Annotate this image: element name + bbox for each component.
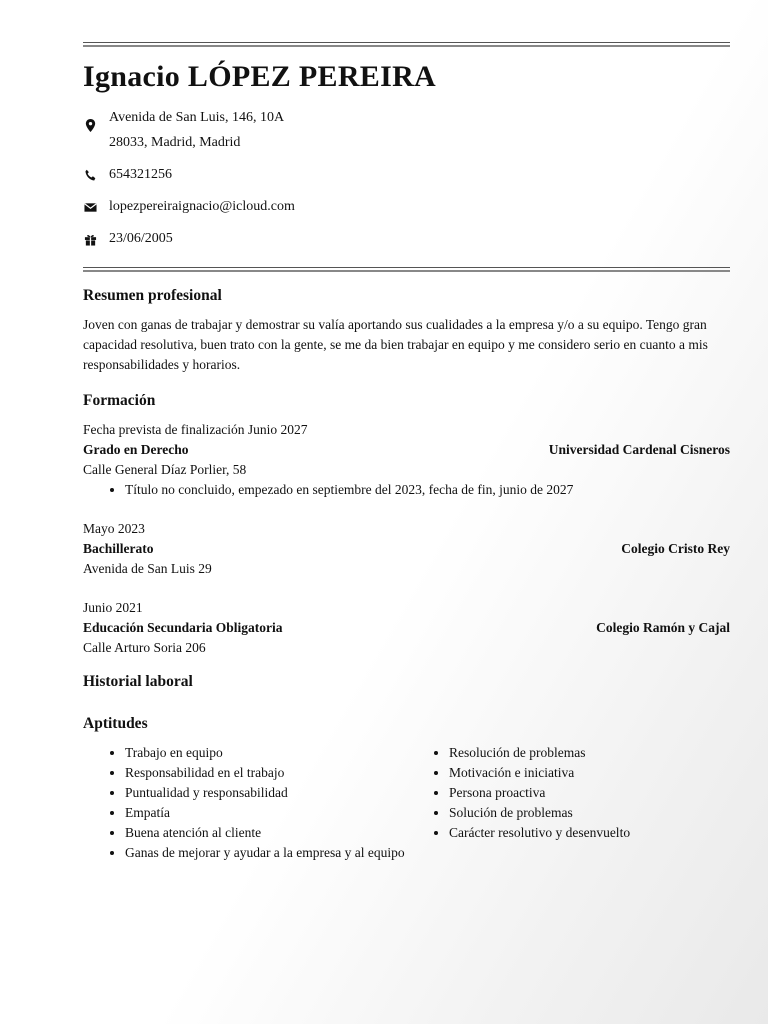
envelope-icon — [83, 200, 97, 214]
education-section — [83, 391, 730, 658]
education-institution: Colegio Ramón y Cajal — [596, 620, 730, 635]
summary-heading: Resumen profesional — [83, 287, 222, 304]
education-entry — [83, 519, 730, 579]
education-entry — [83, 420, 730, 500]
work-heading: Historial laboral — [83, 673, 193, 690]
contact-address — [83, 105, 730, 155]
top-divider — [83, 42, 730, 47]
skill-item: • Carácter resolutivo y desenvuelto — [449, 823, 707, 843]
phone-number: 654321256 — [109, 167, 172, 182]
summary-text: Joven con ganas de trabajar y demostrar su valía aportando sus cualidades a la empresa y/o a su equipo. Tengo gran capacidad resolutiva, buen trato con la gente, se me da bien trabajar en equipo y me considero serio en cuanto a mis responsabilidades y horarios. — [83, 317, 708, 372]
skills-section — [83, 714, 730, 863]
birthdate: 23/06/2005 — [109, 231, 173, 246]
skills-heading: Aptitudes — [83, 715, 148, 732]
resume-page — [83, 42, 730, 863]
phone-icon — [83, 168, 97, 182]
skill-item: • Puntualidad y responsabilidad — [125, 783, 407, 803]
education-degree: Educación Secundaria Obligatoria — [83, 620, 283, 635]
skill-item: • Motivación e iniciativa — [449, 763, 707, 783]
education-note: • Título no concluido, empezado en septiembre del 2023, fecha de fin, junio de 2027 — [125, 480, 730, 500]
education-date: Junio 2021 — [83, 600, 143, 615]
contact-phone — [83, 162, 730, 187]
skill-item: • Trabajo en equipo — [125, 743, 407, 763]
skill-item: • Resolución de problemas — [449, 743, 707, 763]
summary-section — [83, 286, 730, 375]
email-address: lopezpereiraignacio@icloud.com — [109, 199, 295, 214]
education-entry — [83, 598, 730, 658]
skill-item: • Responsabilidad en el trabajo — [125, 763, 407, 783]
gift-icon — [83, 232, 97, 246]
education-heading: Formación — [83, 392, 156, 409]
education-degree: Grado en Derecho — [83, 442, 189, 457]
education-degree: Bachillerato — [83, 541, 154, 556]
contact-birthdate — [83, 226, 730, 251]
education-institution: Colegio Cristo Rey — [621, 541, 730, 556]
contact-email — [83, 194, 730, 219]
candidate-name: Ignacio LÓPEZ PEREIRA — [83, 60, 437, 93]
address-line-2: 28033, Madrid, Madrid — [109, 135, 241, 150]
contact-list — [83, 105, 730, 251]
education-address: Avenida de San Luis 29 — [83, 561, 212, 576]
skill-item: • Persona proactiva — [449, 783, 707, 803]
skill-item: • Solución de problemas — [449, 803, 707, 823]
location-pin-icon — [83, 118, 97, 132]
address-line-1: Avenida de San Luis, 146, 10A — [109, 110, 285, 125]
skill-item: • Ganas de mejorar y ayudar a la empresa y al equipo — [125, 843, 407, 863]
education-institution: Universidad Cardenal Cisneros — [548, 442, 730, 457]
education-address: Calle General Díaz Porlier, 58 — [83, 462, 247, 477]
contact-divider — [83, 267, 730, 272]
skill-item: • Empatía — [125, 803, 407, 823]
education-date: Mayo 2023 — [83, 521, 145, 536]
education-date: Fecha prevista de finalización Junio 2027 — [83, 422, 308, 437]
education-address: Calle Arturo Soria 206 — [83, 640, 206, 655]
work-section — [83, 672, 730, 692]
skill-item: • Buena atención al cliente — [125, 823, 407, 843]
